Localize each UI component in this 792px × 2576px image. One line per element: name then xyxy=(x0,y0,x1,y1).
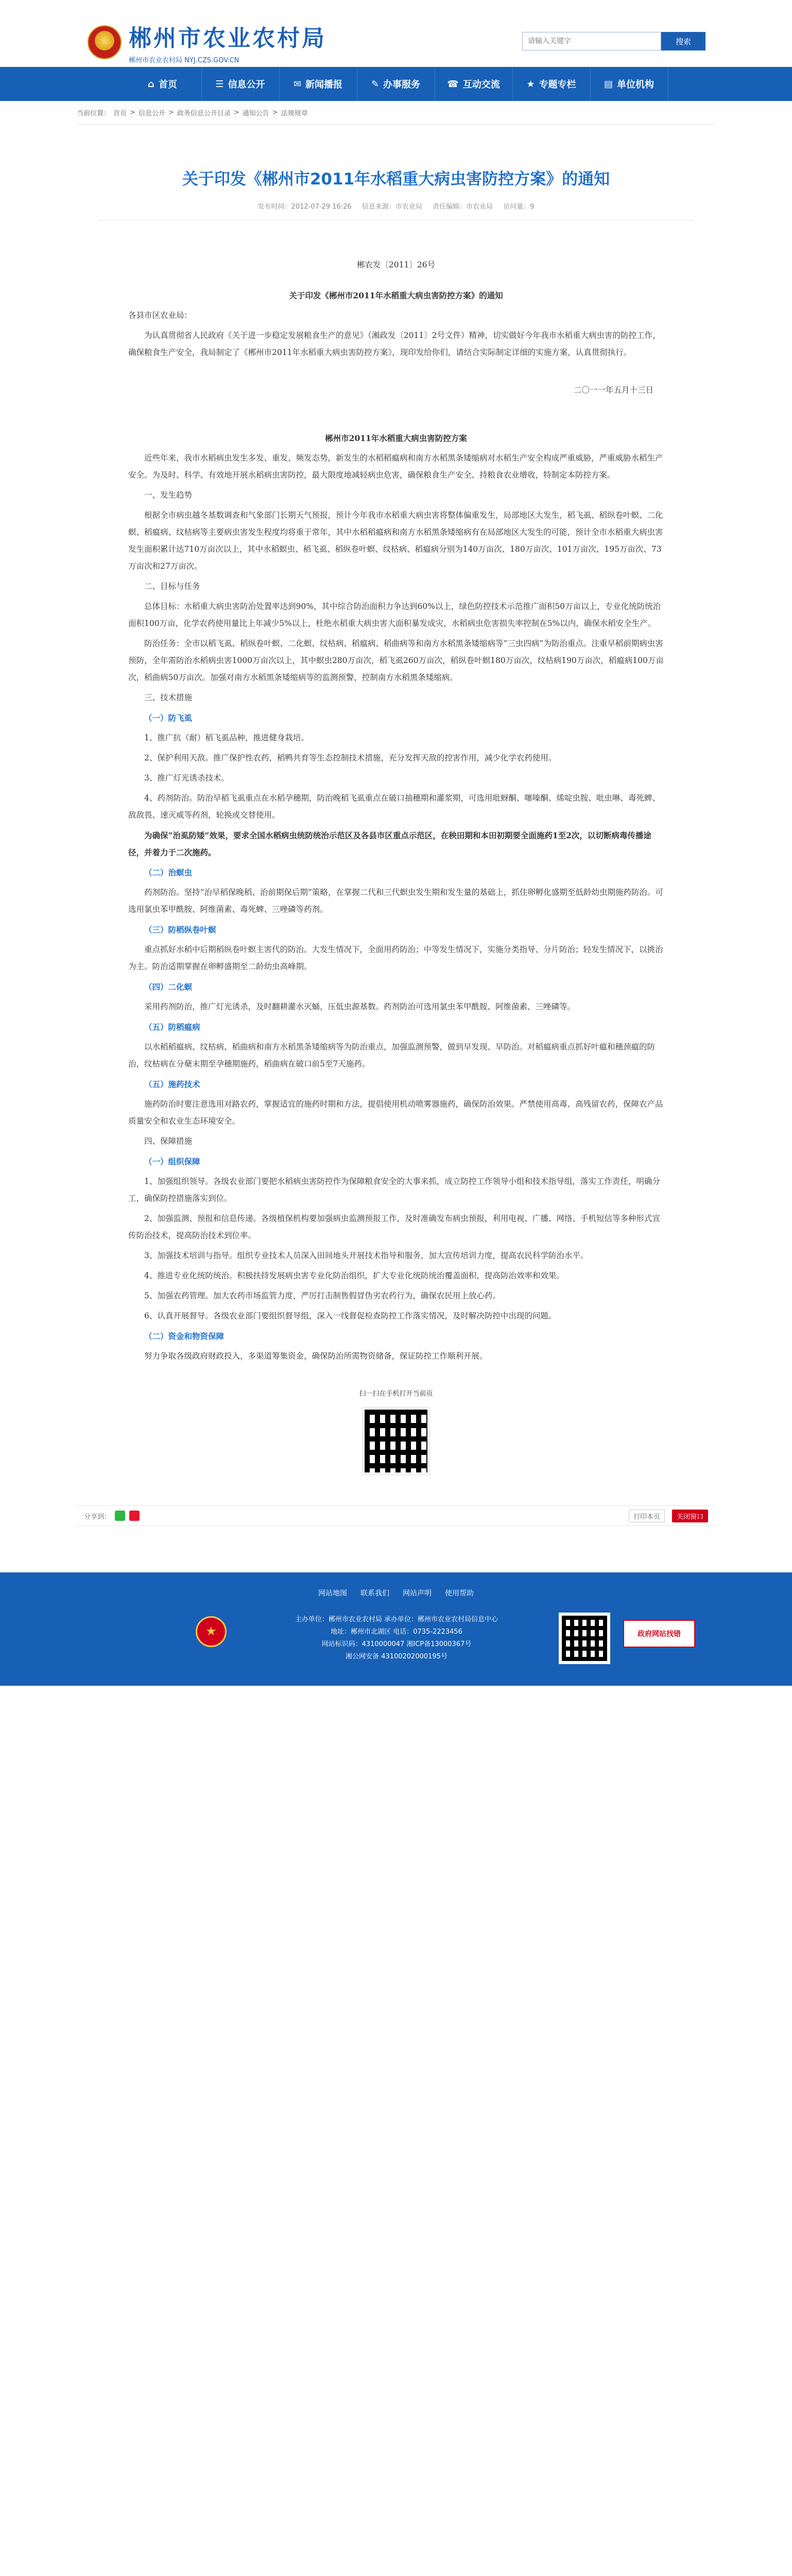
sub-heading: （一）防飞虱 xyxy=(144,713,193,723)
doc-date: 二〇一一年五月十三日 xyxy=(573,385,653,395)
main-nav xyxy=(0,67,792,101)
breadcrumb-sep: > xyxy=(233,109,239,116)
breadcrumb-home[interactable]: 首页 xyxy=(113,110,127,117)
nav-institutions[interactable] xyxy=(591,67,668,101)
paragraph: 1、推广抗（耐）稻飞虱品种，推进健身栽培。 xyxy=(144,733,309,743)
nav-news[interactable] xyxy=(280,67,357,101)
paragraph: 施药防治时要注意选用对路农药，掌握适宜的施药时期和方法，提倡使用机动喷雾器施药，确保防治效果。严禁使用高毒、高残留农药，保障农产品质量安全和农业生态环境安全。 xyxy=(128,1099,663,1126)
addressee: 各县市区农业局： xyxy=(128,311,193,320)
paragraph: 以水稻稻瘟病、纹枯病、稻曲病和南方水稻黑条矮缩病等为防治重点，加强监测预警，做到早发现、早防治。对稻瘟病重点抓好叶瘟和穗颈瘟的防治，纹枯病在分蘖末期至孕穗期施药，稻曲病在破口前5至7天施药。 xyxy=(128,1042,656,1069)
footer-line: 湘公网安备 43100202000195号 xyxy=(346,1653,447,1661)
site-footer xyxy=(0,1572,792,1686)
mail-icon: ✉ xyxy=(293,78,302,90)
article-content xyxy=(77,221,715,1475)
breadcrumb-sep: > xyxy=(272,109,278,116)
breadcrumb-catalog[interactable]: 政务信息公开目录 xyxy=(177,110,231,117)
share-right xyxy=(629,1510,708,1522)
breadcrumb xyxy=(77,101,715,125)
paragraph: 近些年来，我市水稻病虫发生多发、重发、频发态势，新发生的水稻稻瘟病和南方水稻黑条矮缩病对水稻生产安全构成严重威胁，严重威胁水稻生产安全。为及时、科学、有效地开展水稻病虫害防控，最大限度地减轻病虫危害，确保粮食生产安全、持粮食农业增收，特制定本防控方案。 xyxy=(128,453,663,480)
paragraph: 3、推广灯光诱杀技术。 xyxy=(144,773,229,783)
section-heading: 二、目标与任务 xyxy=(144,582,200,591)
star-icon: ★ xyxy=(526,78,535,90)
breadcrumb-sep: > xyxy=(168,109,174,116)
weibo-icon[interactable] xyxy=(129,1511,140,1521)
nav-label: 首页 xyxy=(158,79,177,90)
site-name: 郴州市农业农村局 xyxy=(129,25,326,52)
info-source: 信息来源：市农业局 xyxy=(361,203,422,211)
breadcrumb-regulations[interactable]: 法规规章 xyxy=(281,110,308,117)
nav-label: 新闻播报 xyxy=(305,79,343,90)
national-emblem-icon xyxy=(88,25,122,59)
plan-title: 郴州市2011年水稻重大病虫害防控方案 xyxy=(325,433,467,444)
share-label: 分享到： xyxy=(84,1513,111,1521)
sub-heading: （五）防稻瘟病 xyxy=(144,1022,200,1032)
footer-link-statement[interactable]: 网站声明 xyxy=(403,1589,432,1598)
paragraph: 采用药剂防治，推广灯光诱杀，及时翻耕灌水灭蛹，压低虫源基数。药剂防治可选用氯虫苯甲酰胺、阿维菌素、三唑磷等。 xyxy=(144,1002,576,1012)
home-icon: ⌂ xyxy=(148,78,154,90)
nav-services[interactable] xyxy=(357,67,435,101)
paragraph: 努力争取各级政府财政投入，多渠道筹集资金，确保防治所需物资储备，保证防控工作顺利开展。 xyxy=(144,1351,488,1361)
breadcrumb-info[interactable]: 信息公开 xyxy=(138,110,165,117)
nav-label: 办事服务 xyxy=(383,79,421,90)
article-title: 关于印发《郴州市2011年水稻重大病虫害防控方案》的通知 xyxy=(182,170,610,189)
breadcrumb-prefix: 当前位置： xyxy=(77,110,111,117)
sub-heading: （四）二化螟 xyxy=(144,982,193,992)
doc-title: 关于印发《郴州市2011年水稻重大病虫害防控方案》的通知 xyxy=(289,291,503,301)
share-left xyxy=(84,1511,140,1521)
article xyxy=(77,125,715,1500)
pen-icon: ✎ xyxy=(371,78,380,90)
site-header xyxy=(0,0,792,67)
nav-label: 信息公开 xyxy=(228,79,265,90)
nav-info-disclosure[interactable] xyxy=(202,67,280,101)
paragraph: 6、认真开展督导。各级农业部门要组织督导组，深入一线督促检查防控工作落实情况，及时解决防控中出现的问题。 xyxy=(144,1311,557,1321)
error-report-badge[interactable]: 政府网站找错 xyxy=(623,1620,695,1648)
sub-heading: （二）治螟虫 xyxy=(144,868,193,878)
footer-links xyxy=(0,1572,792,1598)
view-count: 访问量：9 xyxy=(503,203,535,211)
footer-info xyxy=(257,1614,536,1663)
section-heading: 一、发生趋势 xyxy=(144,490,193,500)
paragraph: 2、保护利用天敌。推广保护性农药，稻鸭共育等生态控制技术措施，充分发挥天敌的控害作用，减少化学农药使用。 xyxy=(144,753,557,763)
qr-block xyxy=(128,1385,664,1475)
footer-link-contact[interactable]: 联系我们 xyxy=(360,1589,389,1598)
breadcrumb-notice[interactable]: 通知公告 xyxy=(242,110,269,117)
paragraph: 总体目标：水稻重大病虫害防治处置率达到90%，其中综合防治面积力争达到60%以上，绿色防控技术示范推广面积50万亩以上，专业化统防统治面积100万亩，化学农药使用量比上年减少5%以上，杜绝水稻重大病虫害大面积暴发成灾，水稻病虫危害损失率控制在5%以内，确保水稻安全生产。 xyxy=(128,602,661,629)
print-button[interactable]: 打印本页 xyxy=(629,1510,665,1522)
paragraph: 4、推进专业化统防统治。积极扶持发展病虫害专业化防治组织，扩大专业化统防统治覆盖面积，提高防治效率和效果。 xyxy=(144,1271,564,1281)
sub-heading: （一）组织保障 xyxy=(144,1157,200,1167)
sub-heading: （二）资金和物资保障 xyxy=(144,1331,225,1342)
paragraph: 4、药剂防治。防治早稻飞虱重点在水稻孕穗期，防治晚稻飞虱重点在破口抽穗期和灌浆期，可选用吡蚜酮、噻嗪酮、烯啶虫胺、吡虫啉、毒死蜱、敌敌畏、速灭威等药剂，轮换或交替使用。 xyxy=(128,793,660,820)
sub-heading: （三）防稻纵卷叶螟 xyxy=(144,925,216,935)
paragraph: 1、加强组织领导。各级农业部门要把水稻病虫害防控作为保障粮食安全的大事来抓，成立防控工作领导小组和技术指导组，落实工作责任，明确分工，确保防控措施落实到位。 xyxy=(128,1177,660,1204)
paragraph: 3、加强技术培训与指导。组织专业技术人员深入田间地头开展技术指导和服务，加大宣传培训力度，提高农民科学防治水平。 xyxy=(144,1251,589,1261)
footer-qr-code-icon xyxy=(559,1613,610,1664)
paragraph: 药剂防治。坚持“治早稻保晚稻、治前期保后期”策略，在掌握二代和三代螟虫发生期和发生量的基础上，抓住卵孵化盛期至低龄幼虫期施药防治。可选用氯虫苯甲酰胺、阿维菌素、毒死蜱、三唑磷等药剂。 xyxy=(128,888,663,914)
sub-heading: （五）施药技术 xyxy=(144,1079,200,1090)
site-subtitle: 郴州市农业农村局 NYJ.CZS.GOV.CN xyxy=(129,57,239,64)
paragraph: 重点抓好水稻中后期稻纵卷叶螟主害代的防治。大发生情况下，全面用药防治；中等发生情况下，实施分类指导、分片防治；轻发生情况下，以挑治为主。防治适期掌握在卵孵盛期至二龄幼虫高峰期。 xyxy=(128,945,663,972)
footer-line: 网站标识码：4310000047 湘ICP备13000367号 xyxy=(321,1640,472,1649)
footer-line: 主办单位：郴州市农业农村局 承办单位：郴州市农业农村局信息中心 xyxy=(295,1616,498,1624)
nav-home[interactable] xyxy=(124,67,202,101)
wechat-icon[interactable] xyxy=(115,1511,125,1521)
paragraph: 5、加强农药管理。加大农药市场监管力度，严厉打击制售假冒伪劣农药行为，确保农民用上放心药。 xyxy=(144,1291,501,1301)
nav-label: 专题专栏 xyxy=(539,79,576,90)
breadcrumb-sep: > xyxy=(130,109,135,116)
paragraph: 为认真贯彻省人民政府《关于进一步稳定发展粮食生产的意见》（湘政发〔2011〕2号文件）精神，切实做好今年我市水稻重大病虫害的防控工作，确保粮食生产安全，我局制定了《郴州市2011年水稻重大病虫害防控方案》，现印发给你们，请结合实际制定详细的实施方案，认真贯彻执行。 xyxy=(128,331,661,358)
search-button[interactable]: 搜索 xyxy=(661,32,705,50)
phone-icon: ☎ xyxy=(447,78,459,90)
close-window-button[interactable]: 关闭窗口 xyxy=(672,1510,708,1522)
search-input[interactable] xyxy=(522,32,661,50)
article-meta xyxy=(97,201,695,221)
nav-label: 单位机构 xyxy=(617,79,654,90)
party-government-icon[interactable] xyxy=(196,1616,227,1647)
paragraph: 防治任务：全市以稻飞虱、稻纵卷叶螟、二化螟、纹枯病、稻瘟病、稻曲病等和南方水稻黑条矮缩病等“三虫四病”为防治重点。注重早稻前期病虫害预防，全年需防治水稻病虫害1000万亩次以上，其中螟虫280万亩次，稻飞虱260万亩次，稻纵卷叶螟180万亩次，纹枯病190万亩次，稻瘟病100万亩次，稻曲病50万亩次。加强对南方水稻黑条矮缩病等的监测预警，控制南方水稻黑条矮缩病。 xyxy=(128,639,664,683)
qr-label: 扫一扫在手机打开当前页 xyxy=(359,1390,433,1398)
nav-topics[interactable] xyxy=(513,67,591,101)
publish-time: 发布时间：2012-07-29 16:26 xyxy=(257,203,352,211)
search-box xyxy=(522,32,705,50)
editor: 责任编辑：市农业局 xyxy=(433,203,493,211)
list-icon: ☰ xyxy=(215,78,224,90)
section-heading: 四、保障措施 xyxy=(144,1137,193,1146)
doc-number: 郴农发〔2011〕26号 xyxy=(356,260,436,270)
paragraph: 根据全市病虫越冬基数调查和气象部门长期天气预报，预计今年我市水稻重大病虫害将整体偏重发生，局部地区大发生，稻飞虱、稻纵卷叶螟、二化螟、稻瘟病、纹枯病等主要病虫害发生程度均将重于常年，其中水稻稻瘟病和南方水稻黑条矮缩病有在局部地区大发生的可能，预计全市水稻重大病虫害发生面积累计达710万亩次以上，其中水稻螟虫、稻飞虱、稻纵卷叶螟、纹枯病、稻瘟病分别为140万亩次、180万亩次、101万亩次、195万亩次、73万亩次和27万亩次。 xyxy=(128,511,663,571)
footer-line: 地址：郴州市北湖区 电话：0735-2223456 xyxy=(331,1628,462,1636)
footer-link-sitemap[interactable]: 网站地图 xyxy=(318,1589,347,1598)
site-logo[interactable] xyxy=(88,20,326,64)
footer-link-help[interactable]: 使用帮助 xyxy=(445,1589,474,1598)
paragraph: 为确保“治虱防矮”效果，要求全国水稻病虫统防统治示范区及各县市区重点示范区，在秧田期和本田初期要全面施药1至2次，以切断病毒传播途径，并着力于二次施药。 xyxy=(128,831,651,858)
qr-code-icon xyxy=(363,1408,429,1475)
nav-interaction[interactable] xyxy=(435,67,513,101)
building-icon: ▤ xyxy=(604,78,613,90)
nav-label: 互动交流 xyxy=(462,79,500,90)
section-heading: 三、技术措施 xyxy=(144,693,193,703)
paragraph: 2、加强监测、预报和信息传递。各级植保机构要加强病虫监测预报工作，及时准确发布病虫预报，利用电视、广播、网络、手机短信等多种形式宣传防治技术，提高防治技术到位率。 xyxy=(128,1214,660,1241)
share-bar xyxy=(77,1505,715,1526)
